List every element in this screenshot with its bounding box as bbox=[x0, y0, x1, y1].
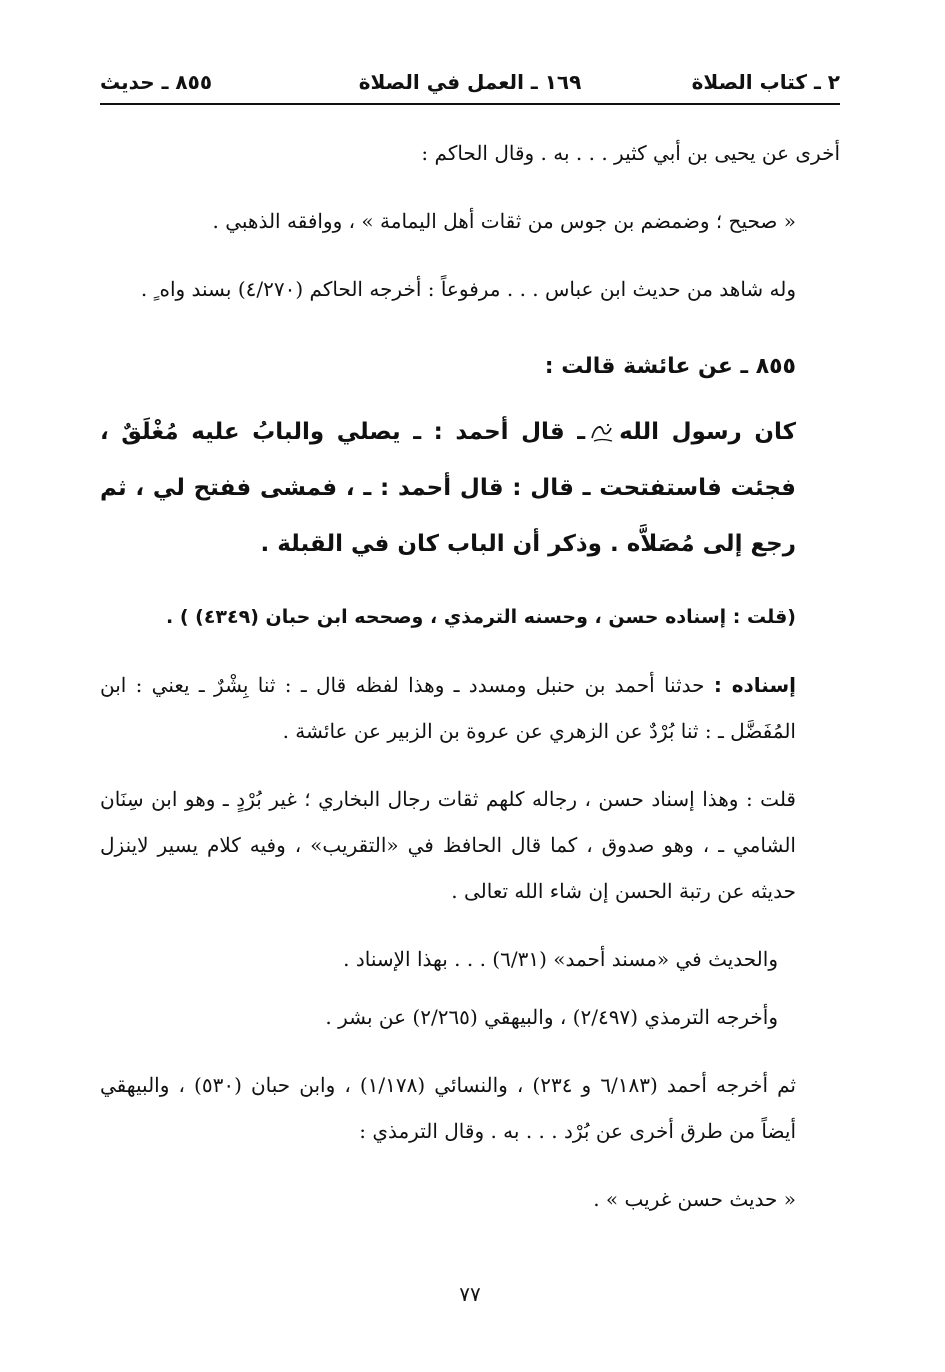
page-content bbox=[100, 130, 840, 1222]
isnad-text: حدثنا أحمد بن حنبل ومسدد ـ وهذا لفظه قال ـ : ثنا بِشْرٌ ـ يعني : ابن المُفَضَّل ـ : ثنا بُرْدٌ عن الزهري عن عروة بن الزبير عن عائشة . bbox=[100, 673, 796, 743]
isnad-paragraph bbox=[100, 662, 840, 754]
tirmidhi-quote: « حديث حسن غريب » . bbox=[593, 1187, 796, 1211]
isnad-label: إسناده : bbox=[713, 673, 796, 697]
paragraph-hakim-quote: « صحيح ؛ وضمضم بن جوس من ثقات أهل اليمامة » ، ووافقه الذهبي . bbox=[212, 209, 796, 233]
header-chapter-title: ١٦٩ ـ العمل في الصلاة bbox=[358, 70, 582, 94]
grading-note: (قلت : إسناده حسن ، وحسنه الترمذي ، وصححه ابن حبان (٤٣٤٩) ) . bbox=[166, 606, 796, 628]
hadith-title: ٨٥٥ ـ عن عائشة قالت : bbox=[544, 354, 796, 379]
other-references: ثم أخرجه أحمد (٦/١٨٣ و ٢٣٤) ، والنسائي (١/١٧٨) ، وابن حبان (٥٣٠) ، والبيهقي أيضاً من طرق أخرى عن بُرْد . . . به . وقال الترمذي : bbox=[100, 1073, 796, 1143]
musnad-reference: والحديث في «مسند أحمد» (٦/٣١) . . . بهذا الإسناد . bbox=[343, 947, 778, 971]
hadith-text-part1: كان رسول الله bbox=[619, 419, 796, 445]
paragraph-shahid: وله شاهد من حديث ابن عباس . . . مرفوعاً : أخرجه الحاكم (٤/٢٧٠) بسند واه ٍ . bbox=[140, 277, 796, 301]
running-header bbox=[100, 70, 840, 100]
document-page bbox=[100, 60, 840, 1350]
paragraph-continuation: أخرى عن يحيى بن أبي كثير . . . به . وقال الحاكم : bbox=[421, 141, 840, 165]
salallahu-alayhi-wasallam-icon bbox=[589, 422, 615, 444]
hadith-text-part2: ـ قال أحمد : ـ يصلي والبابُ عليه مُغْلَقٌ ، فجئت فاستفتحت ـ قال : قال أحمد : ـ ، فمشى ففتح لي ، ثم رجع إلى مُصَلاَّه . وذكر أن الباب كان في القبلة . bbox=[100, 419, 796, 557]
hadith-text bbox=[100, 404, 840, 572]
header-hadith-number: ٨٥٥ ـ حديث bbox=[100, 70, 213, 94]
page-number: ٧٧ bbox=[459, 1282, 481, 1306]
tirmidhi-reference: وأخرجه الترمذي (٢/٤٩٧) ، والبيهقي (٢/٢٦٥) عن بشر . bbox=[325, 1005, 778, 1029]
commentary-paragraph: قلت : وهذا إسناد حسن ، رجاله كلهم ثقات رجال البخاري ؛ غير بُرْدٍ ـ وهو ابن سِنَان الشامي ـ ، وهو صدوق ، كما قال الحافظ في «التقريب» ، وفيه كلام يسير لاينزل حديثه عن رتبة الحسن إن شاء الله تعالى . bbox=[100, 787, 796, 903]
header-rule bbox=[100, 103, 840, 105]
header-book-title: ٢ ـ كتاب الصلاة bbox=[691, 70, 840, 94]
